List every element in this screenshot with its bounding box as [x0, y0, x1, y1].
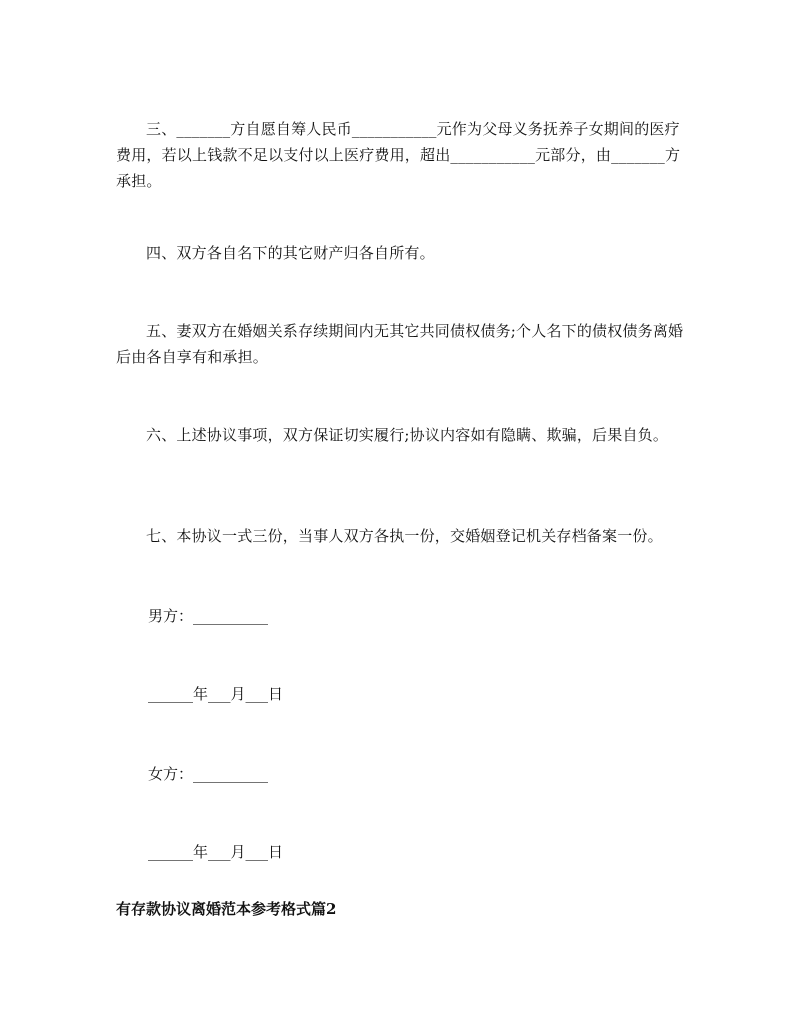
- female-signature-line: 女方：__________: [148, 765, 269, 783]
- female-date-line: ______年___月___日: [148, 843, 284, 861]
- male-date-line: ______年___月___日: [148, 685, 284, 703]
- clause-6: 六、上述协议事项，双方保证切实履行;协议内容如有隐瞒、欺骗，后果自负。: [146, 426, 669, 444]
- male-signature-line: 男方：__________: [148, 607, 269, 625]
- clause-3: 三、_______方自愿自筹人民币___________元作为父母义务抚养子女期间的医疗费用，若以上钱款不足以支付以上医疗费用，超出___________元部分，由_______方承担。: [116, 120, 681, 190]
- clause-5: 五、妻双方在婚姻关系存续期间内无其它共同债权债务;个人名下的债权债务离婚后由各自享有和承担。: [116, 322, 684, 366]
- clause-7: 七、本协议一式三份，当事人双方各执一份，交婚姻登记机关存档备案一份。: [146, 527, 663, 545]
- section-heading: 有存款协议离婚范本参考格式篇2: [116, 900, 337, 918]
- clause-4: 四、双方各自名下的其它财产归各自所有。: [146, 244, 435, 262]
